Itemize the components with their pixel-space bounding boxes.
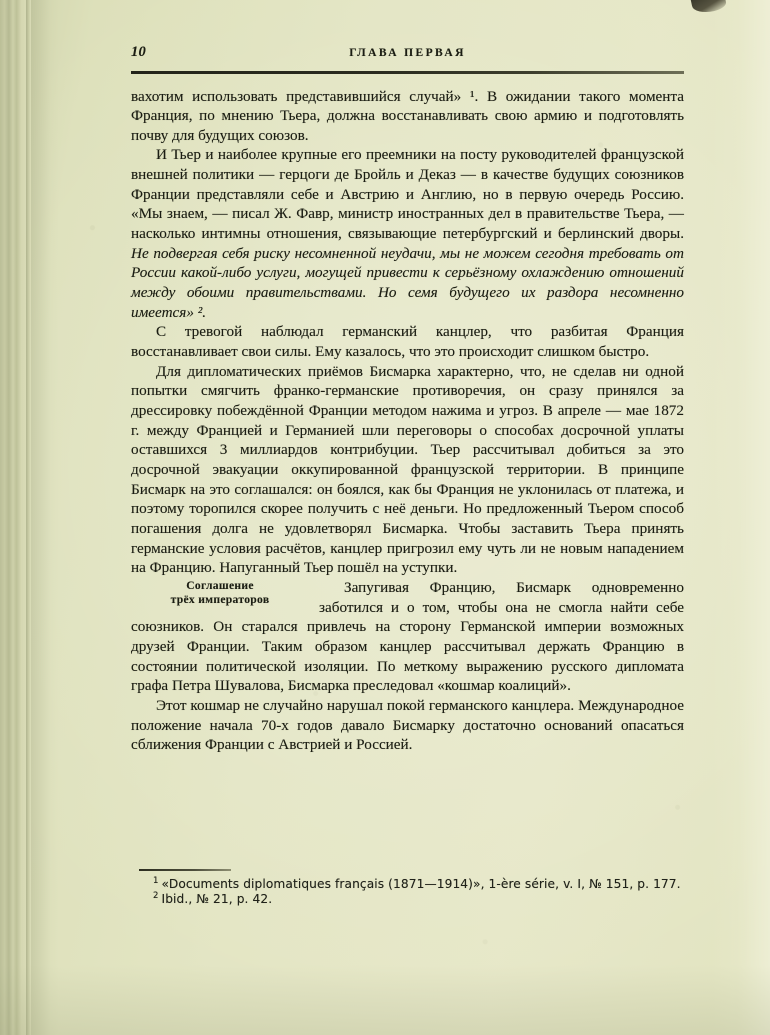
paragraph-text: Этот кошмар не случайно нарушал покой германского канцлера. Международное положение начала 70-х годов давало Бисмарку достаточно оснований опасаться сближения Франции с Австрией и Россией. bbox=[131, 696, 684, 754]
page-number: 10 bbox=[131, 44, 146, 60]
footnote-marker: 1 bbox=[153, 875, 159, 886]
footnote-block bbox=[131, 869, 684, 908]
footnote-text: «Documents diplomatiques français (1871—1914)», 1-ère série, v. I, № 151, p. 177. bbox=[161, 876, 681, 891]
quoted-italic-text: Не подвергая себя риску несомненной неудачи, мы не можем сегодня требовать от России какой-либо услуги, могущей привести к серьёзному охлаждению отношений между обоими правительствами. Но семя будущего их раздора несомненно имеется» ². bbox=[131, 244, 684, 321]
paragraph-continued bbox=[131, 87, 684, 146]
binding-gutter-falloff bbox=[31, 0, 59, 1035]
page-text-column bbox=[131, 44, 684, 755]
sidenote-line-2: трёх императоров bbox=[170, 593, 270, 607]
scan-blemish-mark bbox=[691, 0, 728, 15]
paragraph-with-sidenote bbox=[131, 578, 684, 696]
footnote-item bbox=[131, 877, 684, 893]
binding-gutter-line bbox=[26, 0, 31, 1035]
paragraph bbox=[131, 145, 684, 322]
paragraph-text: И Тьер и наиболее крупные его преемники на посту руководителей французской внешней политики — герцоги де Бройль и Деказ — в качестве будущих союзников Франции представляли себе и Австрию и Англию, но в первую очередь Россию. «Мы знаем, — писал Ж. Фавр, министр иностранных дел в правительстве Тьера, — насколько интимны отношения, связывающие петербургский и берлинский дворы. bbox=[131, 146, 684, 243]
page-bottom-shadow bbox=[0, 965, 770, 1035]
paragraph-text: С тревогой наблюдал германский канцлер, что разбитая Франция восстанавливает свои силы. Ему казалось, что это происходит слишком быстро. bbox=[131, 323, 684, 361]
paragraph-text: Запугивая Францию, Бисмарк одновременно заботился и о том, чтобы она не смогла найти себе союзников. Он старался привлечь на сторону Германской империи возможных друзей Франции. Таким образом канцлер рассчитывал держать Францию в состоянии политической изоляции. По меткому выражению русского дипломата графа Петра Шувалова, Бисмарка преследовал «кошмар коалиций». bbox=[131, 578, 684, 695]
margin-sidenote bbox=[131, 579, 309, 608]
footnote-item bbox=[131, 892, 684, 908]
running-head bbox=[131, 44, 684, 68]
paragraph-text: вахотим использовать представившийся случай» ¹. В ожидании такого момента Франция, по мнению Тьера, должна восстанавливать свою армию и подготовлять почву для будущих союзов. bbox=[131, 87, 684, 144]
footnote-text: Ibid., № 21, p. 42. bbox=[161, 892, 273, 907]
paragraph-text: Для дипломатических приёмов Бисмарка характерно, что, не сделав ни одной попытки смягчить франко-германские противоречия, он сразу принялся за дрессировку побеждённой Франции методом нажима и угроз. В апреле — мае 1872 г. между Францией и Германией шли переговоры о способах досрочной уплаты оставшихся 3 миллиардов контрибуции. Тьер рассчитывал добиться за это досрочной эвакуации оккупированной французской территории. В принципе Бисмарк на это соглашался: он боялся, как бы Франция не уклонилась от платежа, и поэтому торопился скорее получить с неё деньги. Но предложенный Тьером способ погашения долга не удовлетворял Бисмарка. Чтобы заставить Тьера принять германские условия расчётов, канцлер пригрозил ему чуть ли не новым нападением на Францию. Напуганный Тьер пошёл на уступки. bbox=[131, 362, 684, 577]
paragraph bbox=[131, 322, 684, 361]
body-text bbox=[131, 87, 684, 755]
header-rule bbox=[131, 71, 684, 74]
footnote-marker: 2 bbox=[153, 891, 159, 902]
binding-gutter-shadow bbox=[0, 0, 26, 1035]
footnote-separator-rule bbox=[139, 869, 231, 871]
sidenote-line-1: Соглашение bbox=[186, 578, 254, 592]
paragraph bbox=[131, 362, 684, 578]
paragraph bbox=[131, 696, 684, 755]
chapter-title: ГЛАВА ПЕРВАЯ bbox=[349, 47, 466, 59]
page-right-edge-highlight bbox=[712, 0, 770, 1035]
